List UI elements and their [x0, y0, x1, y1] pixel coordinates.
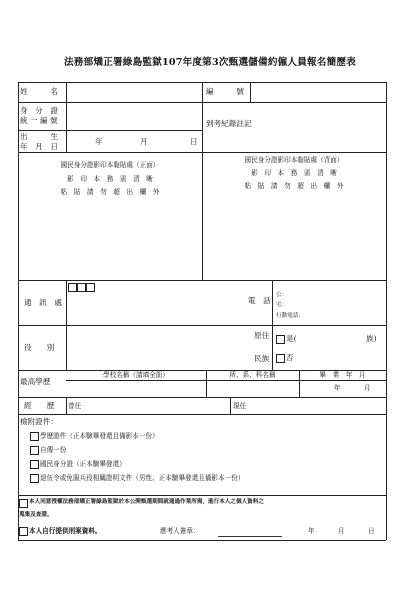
grad-month-label: 月 — [364, 384, 371, 392]
doc-military-label: 退伍令或免服兵役相關證明文件（男性、正本驗畢發還且備影本一份） — [40, 474, 245, 482]
signature-label: 應考人簽章： — [160, 527, 200, 535]
aboriginal-yes-label: 是( — [286, 334, 297, 343]
consent-line2: 蒐集及查證。 — [19, 512, 53, 518]
number-label: 編 號 — [206, 87, 244, 96]
signature-day-label: 日 — [368, 527, 375, 535]
address-label: 通 訊 處 — [24, 298, 62, 307]
former-position-field[interactable] — [82, 398, 229, 413]
id-front-line2: 粘 貼 請 勿 超 出 欄 外 — [60, 188, 160, 196]
ethnic-label: 民族 — [254, 354, 270, 363]
number-field[interactable] — [251, 83, 385, 101]
documents-label: 檢附證件： — [20, 417, 58, 426]
id-number-field[interactable] — [67, 103, 201, 129]
id-card-front-area[interactable] — [19, 153, 201, 279]
aboriginal-label: 原住 — [254, 331, 270, 340]
service-field[interactable] — [67, 326, 271, 369]
grad-year-label: 年 — [334, 384, 341, 392]
signature-year-label: 年 — [308, 527, 315, 535]
tribe-label: 族) — [366, 334, 377, 343]
birth-year-label: 年 — [95, 137, 103, 146]
dept-field[interactable] — [207, 381, 298, 396]
aboriginal-yes-checkbox[interactable] — [276, 335, 285, 344]
doc-id-card-checkbox[interactable] — [30, 460, 39, 469]
birth-day-label: 日 — [190, 137, 198, 146]
mobile-phone-label: 行動電話： — [276, 313, 304, 319]
birth-label-line1: 出 生 — [20, 132, 58, 141]
consent-checkbox[interactable] — [19, 499, 28, 508]
service-label: 役 別 — [24, 343, 55, 352]
page-title: 法務部矯正署綠島監獄107年度第3次甄選儲備約僱人員報名簡歷表 — [64, 57, 356, 68]
school-header: 學校名稱（請填全銜） — [103, 371, 169, 379]
school-field[interactable] — [67, 381, 205, 396]
phone-label: 電 話 — [248, 296, 271, 305]
experience-label: 經 歷 — [24, 401, 55, 410]
dept-header: 所、系、科名稱 — [229, 371, 276, 379]
home-phone-label: 宅： — [276, 302, 288, 308]
criminal-record-label: 本人自行提供刑案資料。 — [29, 527, 102, 535]
doc-autobiography-label: 自傳一份 — [40, 446, 67, 454]
office-phone-label: 公： — [276, 292, 288, 298]
criminal-record-checkbox[interactable] — [19, 527, 28, 536]
current-position-label: 現任 — [233, 402, 247, 410]
grad-header: 畢 業 年 月 — [319, 371, 366, 379]
id-label-line1: 身 分 證 — [20, 106, 58, 115]
doc-military-checkbox[interactable] — [30, 474, 39, 483]
former-position-label: 曾任 — [68, 402, 82, 410]
aboriginal-no-checkbox[interactable] — [276, 354, 285, 363]
id-card-back-area[interactable] — [203, 153, 385, 279]
name-label: 姓 名 — [20, 87, 58, 96]
registration-label: 到考紀錄註記 — [206, 119, 252, 128]
id-back-line1: 影 印 本 務 需 清 晰 — [251, 169, 337, 177]
id-front-title: 國民身分證影印本黏貼處（正面） — [60, 161, 160, 169]
doc-education-label: 學歷證件（正本驗畢發還且備影本一份） — [40, 432, 159, 440]
signature-line[interactable] — [218, 536, 282, 537]
id-back-title: 國民身分證影印本黏貼處（背面） — [244, 156, 344, 164]
doc-education-checkbox[interactable] — [30, 432, 39, 441]
address-field[interactable] — [67, 294, 271, 324]
doc-id-card-label: 國民身分證（正本驗畢發還） — [40, 460, 126, 468]
signature-month-label: 月 — [338, 527, 345, 535]
id-label-line2: 統 一 編 號 — [20, 116, 58, 125]
name-field[interactable] — [67, 83, 201, 101]
id-front-line1: 影 印 本 務 需 清 晰 — [67, 175, 153, 183]
education-label: 最高學歷 — [20, 377, 51, 386]
doc-autobiography-checkbox[interactable] — [30, 446, 39, 455]
current-position-field[interactable] — [252, 398, 385, 413]
birth-label-line2: 年 月 日 — [20, 142, 58, 151]
birth-month-label: 月 — [140, 137, 148, 146]
consent-line1: 本人同意授權法務部矯正署綠島監獄於本公開甄選期間就通過作業所需，進行本人之個人資料之 — [29, 499, 264, 505]
aboriginal-no-label: 否 — [286, 353, 294, 362]
id-back-line2: 粘 貼 請 勿 超 出 欄 外 — [244, 182, 344, 190]
